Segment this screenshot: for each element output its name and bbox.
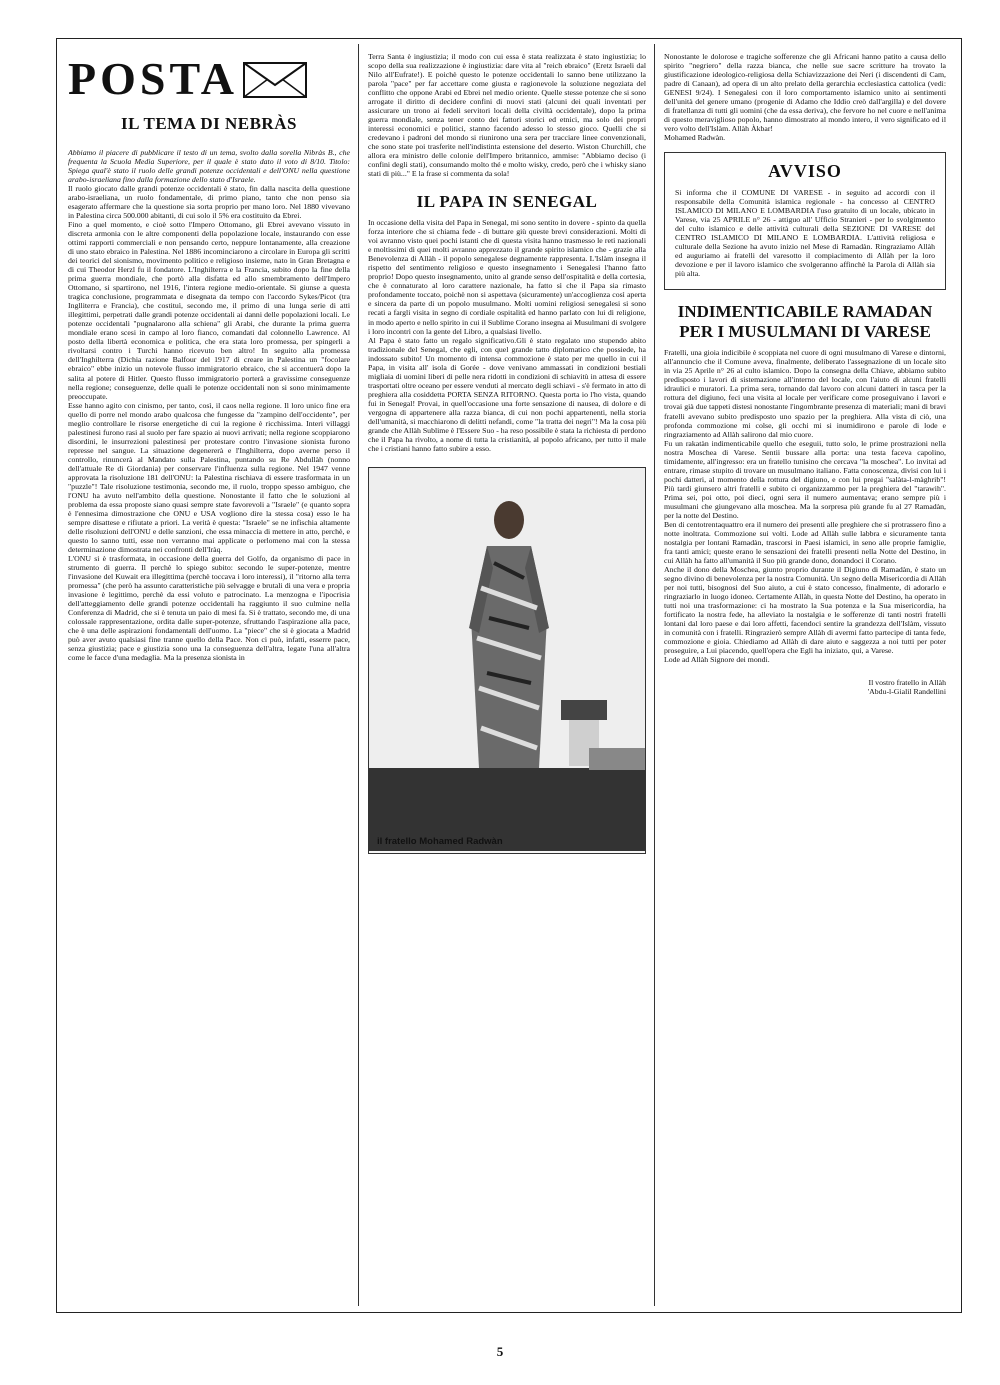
article-heading: IL TEMA DI NEBRÀS bbox=[121, 114, 297, 133]
photo-image bbox=[369, 468, 645, 851]
article-paragraph: L'ONU si è trasformata, in occasione della guerra del Golfo, da organismo di pace in strumento di guerra. Il perchè lo spiego subito: secondo le super-potenze, mentre l'invasione del Kuwait era illegittima (perchè toccava i loro interessi), il "ritorno alla terra promessa" (che però ha assunto caratteristiche più selvagge e brutali di una vera e propria invasione è legittimo, perchè da essi voluto e patrocinato. La menzogna e l'ipocrisia dell'atteggiamento delle grandi potenze occidentali ha raggiunto il suo culmine nella Conferenza di Madrid, che si è tenuta un paio di mesi fa. Si è trattato, secondo me, di una colossale rappresentazione, ordita dalle super-potenze, sfruttando l'aspirazione alla pace, che è una delle aspirazioni fondamentali dell'uomo. La "piece" che si è giocata a Madrid può aver avuto qualsiasi fine tranne quello della Pace. Non ci può, infatti, esserre pace, senza giustizia; pace e giustizia sono una la conseguenza dell'altra, legate l'una all'altra come le facce d'una medaglia. Ma la presenza sionista in bbox=[68, 554, 350, 663]
article-heading: IL PAPA IN SENEGAL bbox=[416, 192, 598, 212]
notice-box bbox=[664, 152, 946, 289]
photo bbox=[368, 467, 646, 854]
notice-text: Si informa che il COMUNE DI VARESE - in seguito ad accordi con il responsabile della Comunità islamica regionale - ha concesso al CENTRO ISLAMICO DI MILANO E LOMBARDIA l'uso gratuito di un locale, ubicato in Varese, via 25 APRILE n° 26 - attiguo all' Ufficio Stranieri - per lo svolgimento del culto islamico e delle attività culturali della SEZIONE DI VARESE del CENTRO ISLAMICO DI MILANO E LOMBARDIA. L'attività religiosa e culturale della Sezione ha avuto inizio nel Mese di Ramadàn. Ringraziamo Allàh ed auguriamo ai fratelli del varesotto il compiacimento di Allàh per la loro devozione e per il lavoro islamico che svolgeranno affinchè la Parola di Allàh sia più alta. bbox=[675, 188, 935, 279]
envelope-icon bbox=[242, 57, 308, 101]
article-paragraph: Anche il dono della Moschea, giunto proprio durante il Digiuno di Ramadàn, è stato un segno divino di benevolenza per la nostra Comunità. Un segno della Misericordia di Allàh per noi tutti, bisognosi del Suo aiuto, a cui è stato concesso, finalmente, di adorarlo e ringraziarlo in luogo idoneo. Certamente Allàh, in questa Notte del Destino, ha operato in tutti noi una trasformazione: ci ha mostrato la Sua potenza e la Sua misericordia, ha fortificato la nostra fede, ha alleviato la nostalgia e le sofferenze di tanti nostri fratelli lontani dal loro paese e dai loro affetti, facendoci sentire la grandezza dell'Islàm, vissuto in comunità con i fratelli. Ringrazierò sempre Allàh di avermi fatto partecipe di tanta fede, commozione e gioia. Chiediamo ad Allàh di dare aiuto e saggezza a noi tutti per poter proseguire, a Lui piacendo, quell'opera che Egli ha iniziato, qui, a Varese. bbox=[664, 565, 946, 656]
photo-caption: il fratello Mohamed Radwàn bbox=[377, 835, 503, 847]
article-signature bbox=[664, 678, 946, 696]
article-paragraph: Esse hanno agito con cinismo, per tanto, così, il caos nella regione. Il loro unico fine era quello di porre nel mondo arabo qualcosa che fungesse da "zampino dell'occidente", per meglio controllare le risorse energetiche di cui la regione è ricchissima. Interi villaggi palestinesi furono rasi al suolo per fare spazio ai nuovi arrivati; nella regione scoppiarono disordini, le insurrezioni palestinesi per protestare contro l'invasione sionista furono represse nel sangue. La situazione degenererà e l'Inghilterra, dopo averne perso il controllo, rinuncerà al Mandato sulla Palestina, puntando su Re Abdullàh (nonno dell'attuale Re di Giordania) per conservare l'influenza sulla regione. Nel 1947 venne approvata la risoluzione 181 dell'ONU: la Palestina rischiava di essere trasformata in un "puzzle"! Tale risoluzione testimonia, secondo me, il ruolo, troppo spesso ambiguo, che l'ONU ha avuto nell'ambito della questione. Nonostante il fatto che le soluzioni al problema da essa proposte siano quasi sempre state favorevoli a "Israele" (e quanto sopra è l'ennesima dimostrazione che ONU e USA vogliono dire la stessa cosa) esso le ha sempre disattese e rifiutate a priori. La verità è questa: "Israele" se ne infischia altamente delle risoluzioni dell'ONU e delle sanzioni, che essa minaccia di mettere in atto, perchè, e questo lo sanno tutti, esse non verranno mai applicate o perlomeno mai con la stessa determinazione dimostrata nei confronti dell'Iràq. bbox=[68, 400, 350, 555]
article-paragraph: In occasione della visita del Papa in Senegal, mi sono sentito in dovere - spinto da quella forza interiore che si chiama fede - di buttare giù queste brevi considerazioni. Molti di voi avranno visto quei pochi istanti che di questa visita hanno trasmesso le reti nazionali e moltissimi di quei molti avranno apprezzato il grande spirito islamico che - grazie alla Benevolenza di Allàh - il popolo senegalese degnamente rappresenta. L'Islàm insegna il rispetto del sentimento religioso e questo insegnamento i Senegalesi l'hanno fatto proprio! Dopo questo insegnamento, unito al grande senso dell'ospitalità e della cortesia, che è connaturato al loro carattere nazionale, ha fatto sì che il Papa sia rimasto profondamente toccato, poichè non si aspettava (sicuramente) un'accoglienza così aperta e sincera da parte di un popolo musulmano. Molti uomini religiosi senegalesi si sono recati a fargli visita in segno di cordiale ospitalità ed hanno parlato con lui di religione, in modo aperto e nello spirito in cui il Sublime Corano insegna ai Musulmani di svolgere i loro incontri con la gente del Libro, a qualsiasi livello. bbox=[368, 218, 646, 336]
article-paragraph: Fino a quel momento, e cioè sotto l'Impero Ottomano, gli Ebrei avevano vissuto in discreta armonia con le altre componenti della popolazione locale, instaurando con esse ottimi rapporti commerciali e non pensando certo, neppure lontanamente, alla creazione di uno stato ebraico in Palestina. Nel 1886 incominciarono a circolare in Europa gli scritti dei teorici del sionismo, movimento politico e religioso insieme, nato in Gran Bretagna e di cui Theodor Herzl fu il fondatore. L'Inghilterra e la Francia, subito dopo la fine della prima guerra mondiale, che portò alla disfatta ed allo smembramento dell'Impero Ottomano, si spartirono, nel 1916, l'intera regione medio-orientale. Si giunse a questa tragica conclusione, programmata e disegnata da tempo con l'accordo Sykes/Picot (tra Inglliterra e Francia), che costituì, secondo me, il primo di una lunga serie di atti illegittimi, perpetrati dalle grandi potenze occidentali ai danni delle popolazioni locali. Le potenze occidentali "pugnalarono alla schiena" gli Arabi, che durante la prima guerra mondiale erano scesi in campo al loro fianco, comandati dal colonnello Lawrence. Al posto della libertà economica e politica, che era stata loro promessa, per spingerli a rivoltarsi contro i Turchi hanno ricevuto ben altro! In seguito alla promessa dell'Inghilterra (Dichia razione Balfour del 1917 di creare in Palestina un "focolare ebraico" ebbe inizio un notevole flusso immigratorio ebraico, che si accentuerà dopo la salita al potere di Hitler. Questo flusso immigratorio porterà a gravissime conseguenze nella regione; conseguenze, delle quali le potenze occidentali non si sono minimamente preoccupate. bbox=[68, 219, 350, 401]
column-divider bbox=[654, 44, 655, 1306]
article-paragraph: Nonostante le dolorose e tragiche sofferenze che gli Africani hanno patito a causa dello spirito "negriero" della razza bianca, che nelle sue sacre scritture ha trovato la giustificazione ideologico-religiosa della Schiavizzazione dei Neri (i discendenti di Cam, padre di Canaan), ad opera di un alto prelato della gerarchia ecclesiastica cattolica (vedi: GENESI 9/24). I Senegalesi con il loro comportamento islamico unito ai sentimenti dell'unità del genere umano (progenie di Adamo che Iddio creò dall'argilla) e del dovere di fratellanza di tutti gli uomini (che da essa deriva), che fervore ho nel cuore e nell'anima di questo meraviglioso popolo, hanno dimostrato al mondo intero, il vero significato ed il vero volto dell'Islàm. Allàh Àkbar! bbox=[664, 52, 946, 134]
article-intro: Abbiamo il piacere di pubblicare il testo di un tema, svolto dalla sorella Nibràs B., che frequenta la Scuola Media Superiore, per il quale è stato dato il voto di 8/10. Titolo: Spiega qual'è stato il ruolo delle grandi potenze occidentali e dell'ONU nella questione arabo-israeliana fino dalla formazione dello stato d'Israele. bbox=[68, 147, 350, 184]
article-paragraph: Il ruolo giocato dalle grandi potenze occidentali è stato, fin dalla nascita della questione arabo-israeliana, un ruolo fondamentale, di primo piano, tanto che non penso sia esagerato affermare che la questione sia sorta proprio per mano loro. Nel 1880 vivevano in Palestina circa 500.000 abitanti, di cui solo il 5% era costituito da Ebrei. bbox=[68, 183, 350, 220]
column-middle bbox=[368, 52, 646, 1315]
article-paragraph: Lode ad Allàh Signore dei mondi. bbox=[664, 655, 770, 665]
column-divider bbox=[358, 44, 359, 1306]
masthead-title: POSTA bbox=[68, 53, 238, 104]
article-paragraph: Fu un rakatàn indimenticabile quello che eseguii, tutto solo, le prime prostrazioni nella nostra Moschea di Varese. Sentii bussare alla porta: una testa faceva capolino, timidamente, all'ingresso: era un fratello tunisino che cercava "la moschea". Lo invitai ad entrare, rimase stupito di trovare un musulmano italiano. Fatta conoscenza, divisi con lui i pochi datteri, al momento della rottura del digiuno, e con lui pregai "salàta-l-màghrib"! Più tardi giunsero altri fratelli e subito ci organizzammo per la preghiera del "tarawih". Prima sei, poi otto, poi dieci, ogni sera il numero aumentava; erano sempre più i musulmani che giungevano alla moschea. Ma la sorpresa più grande fu al 27 Ramadàn, per la notte del Destino. bbox=[664, 438, 946, 520]
article-paragraph: Al Papa è stato fatto un regalo significativo.Gli è stato regalato uno stupendo abito tradizionale del Senegal, che egli, con quel grande tatto diplomatico che possiede, ha indossato subito! Un momento di intensa commozione è stato per me quello in cui il Papa, in visita all' isola di Gorée - dove venivano ammassati in condizioni bestiali migliaia di uomini liberi di pelle nera ridotti in condizioni di schiavitù in attesa di essere trasportati oltre oceano per essere venduti al mercato degli schiavi - s'è fermato in atto di preghiera alla cosiddetta PORTA SENZA RITORNO. Questa porta io l'ho vista, quando fui in Senegal! Provai, in quell'occasione una forte sensazione di nausea, di dolore e di vergogna di appartenere alla razza bianca, di cui non pochi appartenenti, nella storia dell'umanità, si macchiarono di delitti nefandi, come "la tratta dei negri"! Ma la cosa più grande che Allàh Sublime è l'Essere Suo - ha reso possibile è stata la richiesta di perdono che il Papa ha rivolto, a nome di tutta la cristianità, al popolo africano, per tutto il male che i cristiani hanno fatto subire a esso. bbox=[368, 335, 646, 453]
notice-title: AVVISO bbox=[768, 161, 842, 182]
signature-name: 'Abdu-l-Gialil Randellini bbox=[867, 687, 946, 697]
article-signature: Mohamed Radwàn. bbox=[664, 133, 726, 143]
article-paragraph: Terra Santa è ingiustizia; il modo con cui essa è stata realizzata è stato ingiustizia; lo scopo della sua realizzazione è ingiustizia: dare vita al "reich ebraico" (Eretz Israeli dal Nilo all'Eufrate!). E poichè questo le potenze occidentali lo sanno bene utilizzano la parola "pace" per far accettare come giusta e ragionevole la soluzione negoziata del conflitto che oppone Arabi ed Ebrei nel medio oriente. Quelle stesse potenze che si sono arrogate il diritto di decidere confini di nuovi stati (alcuni dei quali inventati per assicurare un trono ai fedeli servitori locali della civiltà occidentale), dopo la prima guerra mondiale, senza tener conto dei fattori storici ed etnici, ma solo dei propri interessi economici e politici, stanno facendo adesso lo stesso gioco. Quelli che si credevano i padroni del mondo si riunirono una sera per tracciare linee convenzionali, che sono state poi trasferite nell'indistinta estensione del deserto. Wiston Churchill, che allora era ministro delle colonie dell'Impero britannico, ammise: "Abbiamo deciso (i confini degli stati), consumando molto thé e molto wisky, credo, però che i whisky siano stati di più..." E la frase si commenta da sola! bbox=[368, 52, 646, 179]
column-right bbox=[664, 52, 946, 1315]
article-paragraph: Fratelli, una gioia indicibile è scoppiata nel cuore di ogni musulmano di Varese e dintorni, all'annuncio che il Comune aveva, finalmente, deliberato l'assegnazione di un locale sito in via 25 Aprile n° 26 al culto islamico. Dopo la consegna della Chiave, abbiamo subito predisposto i lavori di sistemazione all'interno del locale, con l'aiuto di alcuni fratelli idraulici e muratori. La prima sera, tornando dal lavoro con alcuni datteri in tasca per la rottura del digiuno, feci una visita al locale per verificare come proseguivano i lavori e trovai già due tappeti distesi nonostante l'ingombrante presenza di materiali; mani di bravi fratelli avevano subito predisposto uno spazio per la preghiera. Alla vista di ciò, una profonda commozione mi colse, gli occhi mi si inumidirono e parole di lode e ringraziamento ad Allàh salirono dal mio cuore. bbox=[664, 348, 946, 439]
column-left bbox=[68, 52, 350, 1315]
article-paragraph: Ben di centotrentaquattro era il numero dei presenti alle preghiere che si protrassero fino a notte inoltrata. Commozione sui volti. Lode ad Allàh sulle labbra e sicuramente tanta nostalgia per lontani Ramadàn, trascorsi in Paesi islamici, in seno alle proprie famiglie, fra tanti amici; queste erano le sensazioni dei fratelli presenti nella Notte del Destino, in cui Allàh ha fatto all'umanità il Suo più grande dono, donandoci il Corano. bbox=[664, 519, 946, 565]
masthead bbox=[68, 53, 350, 104]
article-heading: INDIMENTICABILE RAMADAN PER I MUSULMANI DI VARESE bbox=[677, 301, 933, 341]
page-number: 5 bbox=[496, 1344, 504, 1359]
signature-line: Il vostro fratello in Allàh bbox=[868, 678, 946, 688]
